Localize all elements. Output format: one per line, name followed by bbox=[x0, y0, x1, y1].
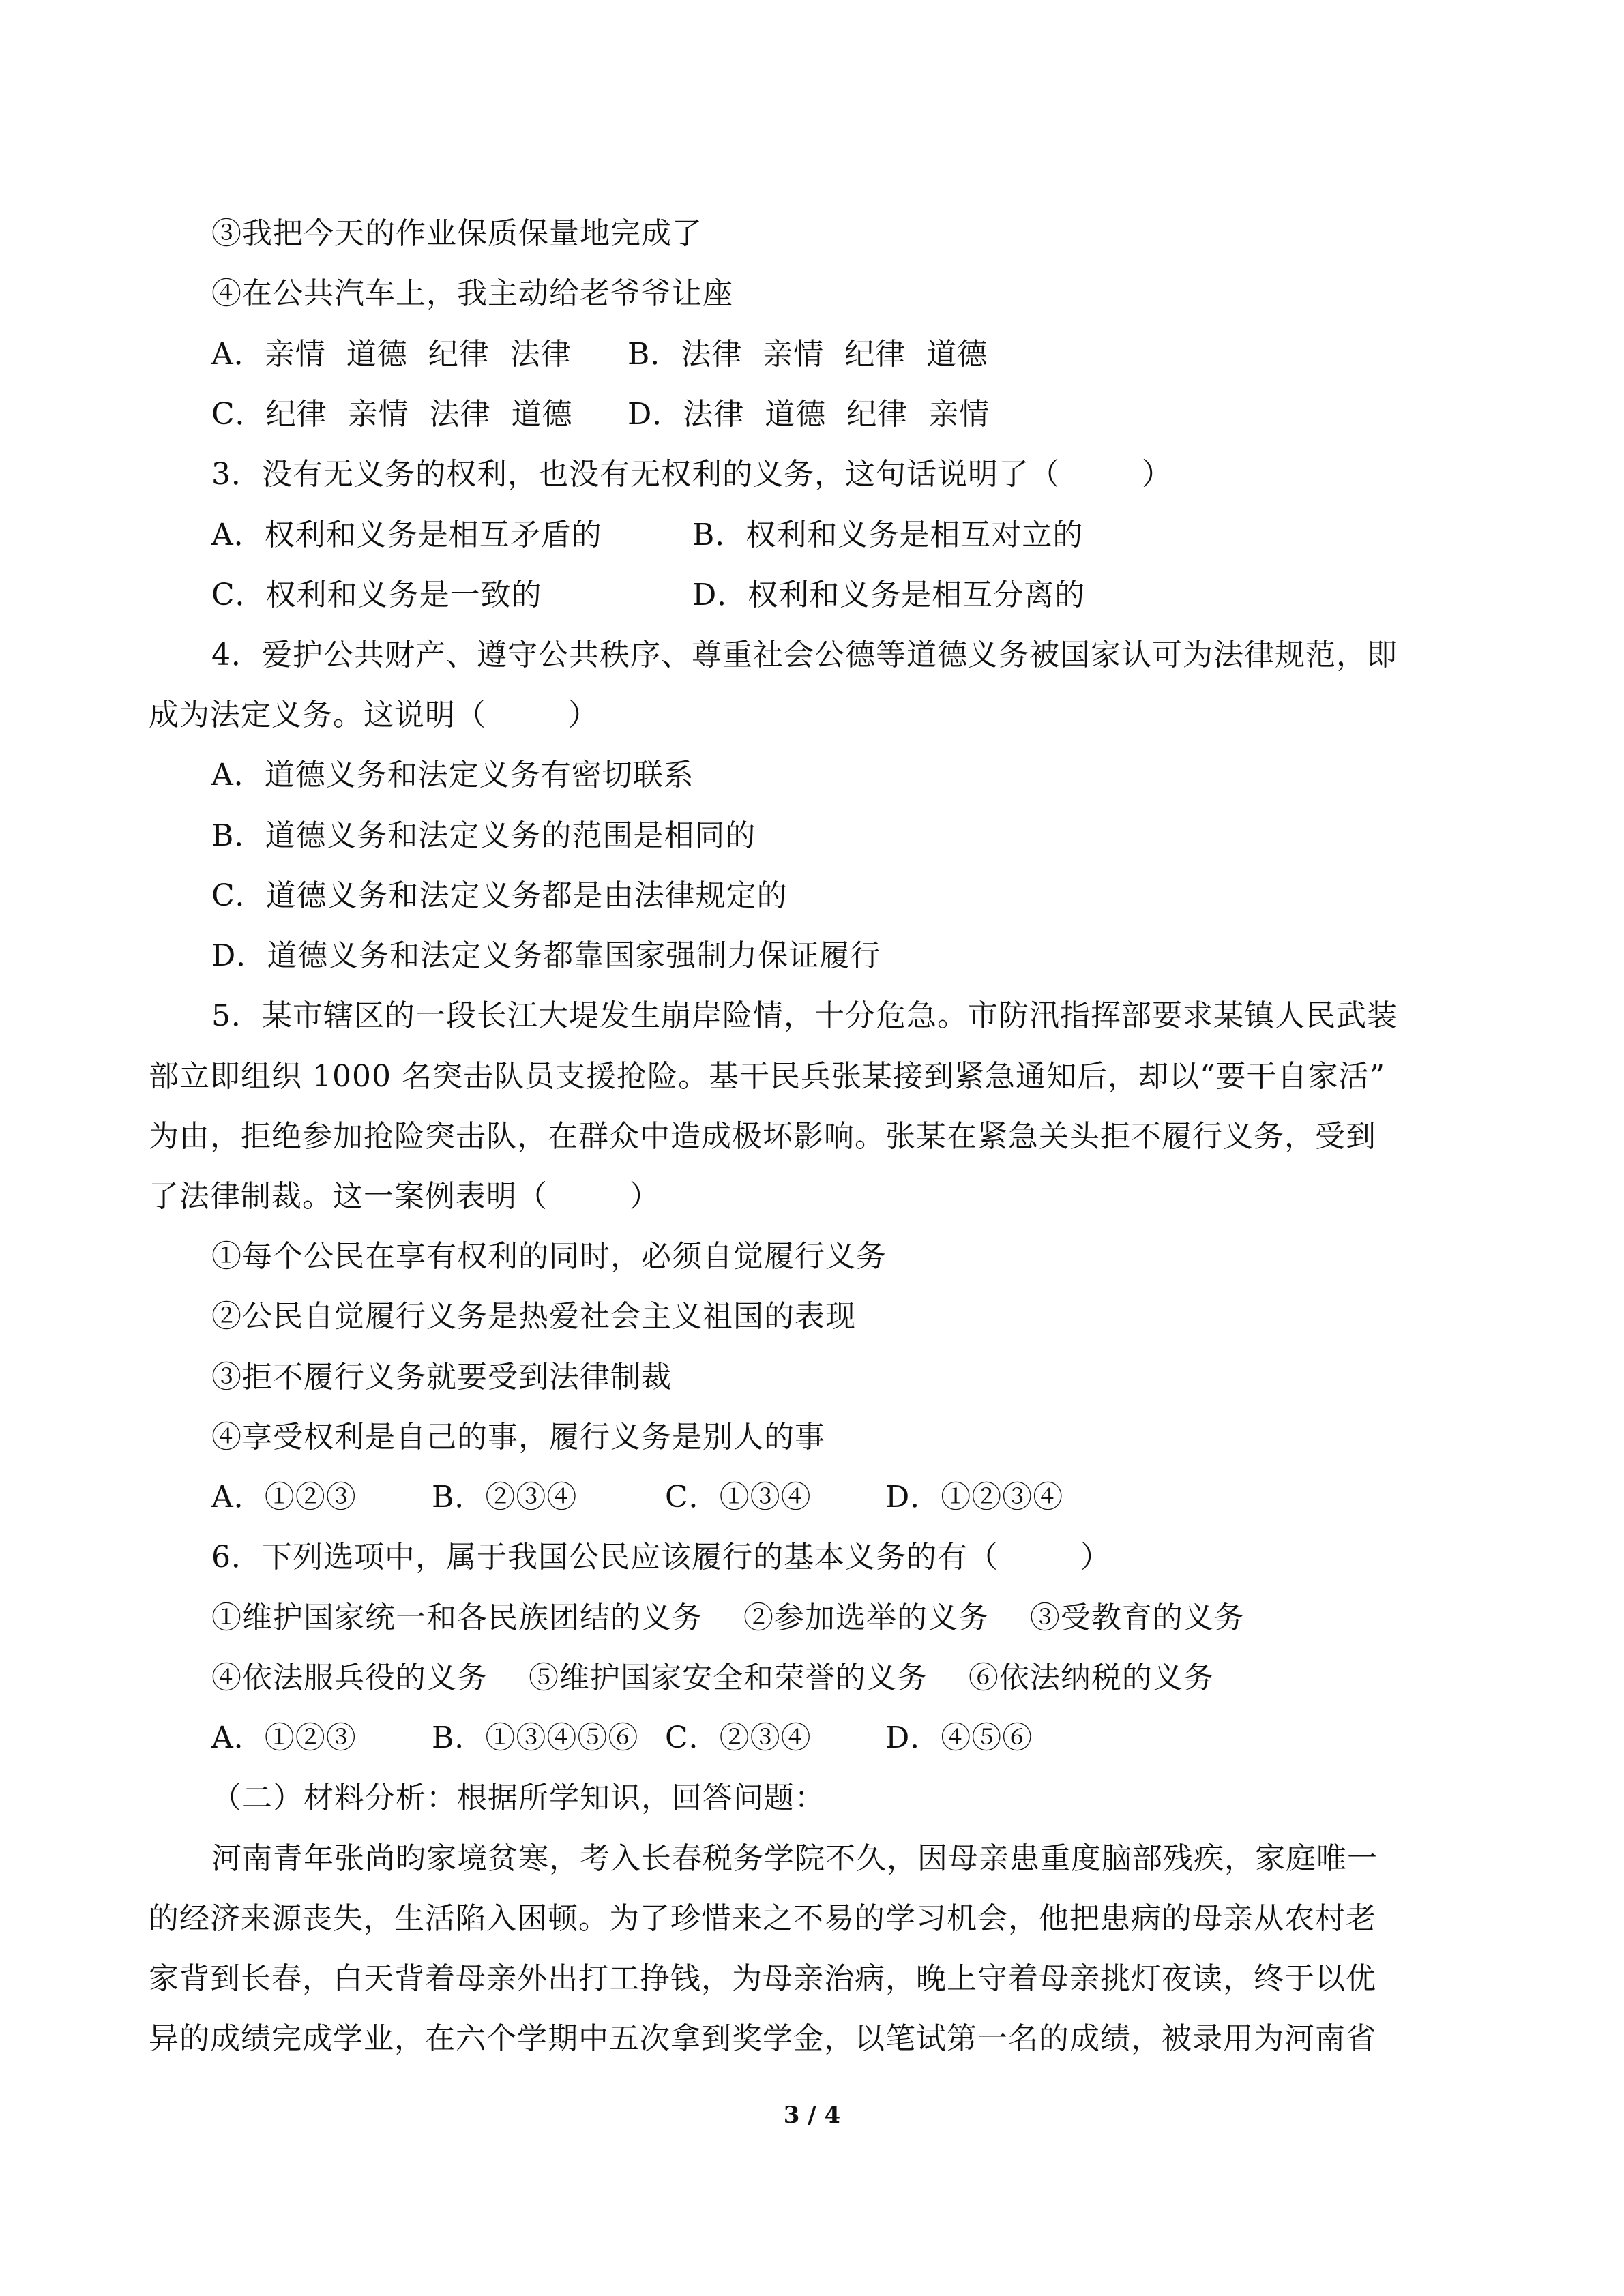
q6-option-b: B．①③④⑤⑥ bbox=[432, 1720, 639, 1755]
q5-statement-2: ②公民自觉履行义务是热爱社会主义祖国的表现 bbox=[211, 1299, 856, 1334]
material-paragraph-line-1: 河南青年张尚昀家境贫寒，考入长春税务学院不久，因母亲患重度脑部残疾，家庭唯一 bbox=[211, 1841, 1378, 1876]
q6-statements-line-2: ④依法服兵役的义务 ⑤维护国家安全和荣誉的义务 ⑥依法纳税的义务 bbox=[211, 1660, 1214, 1695]
statement-3: ③我把今天的作业保质保量地完成了 bbox=[211, 216, 703, 251]
question-3: 3．没有无义务的权利，也没有无权利的义务，这句话说明了（ ） bbox=[211, 457, 1172, 492]
page-number: 3 / 4 bbox=[783, 2102, 841, 2129]
q5-option-a: A．①②③ bbox=[211, 1480, 357, 1515]
statement-4: ④在公共汽车上，我主动给老爷爷让座 bbox=[211, 276, 733, 311]
q3-option-c: C．权利和义务是一致的 bbox=[211, 578, 542, 612]
q3-option-d: D．权利和义务是相互分离的 bbox=[692, 578, 1086, 612]
question-6: 6．下列选项中，属于我国公民应该履行的基本义务的有（ ） bbox=[211, 1540, 1111, 1575]
q4-option-c: C．道德义务和法定义务都是由法律规定的 bbox=[211, 878, 788, 913]
q6-option-d: D．④⑤⑥ bbox=[885, 1720, 1033, 1755]
q3-option-a: A．权利和义务是相互矛盾的 bbox=[211, 518, 602, 552]
q2-option-b: B．法律 亲情 纪律 道德 bbox=[628, 337, 988, 372]
q4-option-b: B．道德义务和法定义务的范围是相同的 bbox=[211, 818, 756, 853]
q5-option-c: C．①③④ bbox=[665, 1480, 812, 1515]
q5-statement-3: ③拒不履行义务就要受到法律制裁 bbox=[211, 1360, 672, 1395]
question-5-line-4: 了法律制裁。这一案例表明（ ） bbox=[149, 1179, 660, 1214]
q6-statements-line-1: ①维护国家统一和各民族团结的义务 ②参加选举的义务 ③受教育的义务 bbox=[211, 1600, 1245, 1635]
q4-option-d: D．道德义务和法定义务都靠国家强制力保证履行 bbox=[211, 938, 881, 973]
material-paragraph-line-2: 的经济来源丧失，生活陷入困顿。为了珍惜来之不易的学习机会，他把患病的母亲从农村老 bbox=[149, 1901, 1376, 1936]
q6-option-a: A．①②③ bbox=[211, 1720, 357, 1755]
q2-option-c: C．纪律 亲情 法律 道德 bbox=[211, 397, 573, 432]
question-5-line-3: 为由，拒绝参加抢险突击队，在群众中造成极坏影响。张某在紧急关头拒不履行义务，受到 bbox=[149, 1119, 1376, 1154]
q2-option-d: D．法律 道德 纪律 亲情 bbox=[628, 397, 990, 432]
question-4-line-2: 成为法定义务。这说明（ ） bbox=[149, 698, 599, 732]
section-heading-material-analysis: （二）材料分析：根据所学知识，回答问题： bbox=[211, 1780, 825, 1815]
q3-option-b: B．权利和义务是相互对立的 bbox=[692, 518, 1084, 552]
q6-option-c: C．②③④ bbox=[665, 1720, 812, 1755]
question-4-line-1: 4．爱护公共财产、遵守公共秩序、尊重社会公德等道德义务被国家认可为法律规范，即 bbox=[211, 638, 1398, 672]
q5-statement-1: ①每个公民在享有权利的同时，必须自觉履行义务 bbox=[211, 1239, 887, 1274]
material-paragraph-line-3: 家背到长春，白天背着母亲外出打工挣钱，为母亲治病，晚上守着母亲挑灯夜读，终于以优 bbox=[149, 1961, 1376, 1996]
q2-option-a: A．亲情 道德 纪律 法律 bbox=[211, 337, 572, 372]
material-paragraph-line-4: 异的成绩完成学业，在六个学期中五次拿到奖学金，以笔试第一名的成绩，被录用为河南省 bbox=[149, 2021, 1376, 2056]
question-5-line-1: 5．某市辖区的一段长江大堤发生崩岸险情，十分危急。市防汛指挥部要求某镇人民武装 bbox=[211, 998, 1398, 1033]
q4-option-a: A．道德义务和法定义务有密切联系 bbox=[211, 758, 694, 792]
q5-option-b: B．②③④ bbox=[432, 1480, 578, 1515]
q5-option-d: D．①②③④ bbox=[885, 1480, 1064, 1515]
question-5-line-2: 部立即组织 1000 名突击队员支援抢险。基干民兵张某接到紧急通知后，却以“要干自家活” bbox=[149, 1059, 1385, 1094]
q5-statement-4: ④享受权利是自己的事，履行义务是别人的事 bbox=[211, 1420, 825, 1455]
